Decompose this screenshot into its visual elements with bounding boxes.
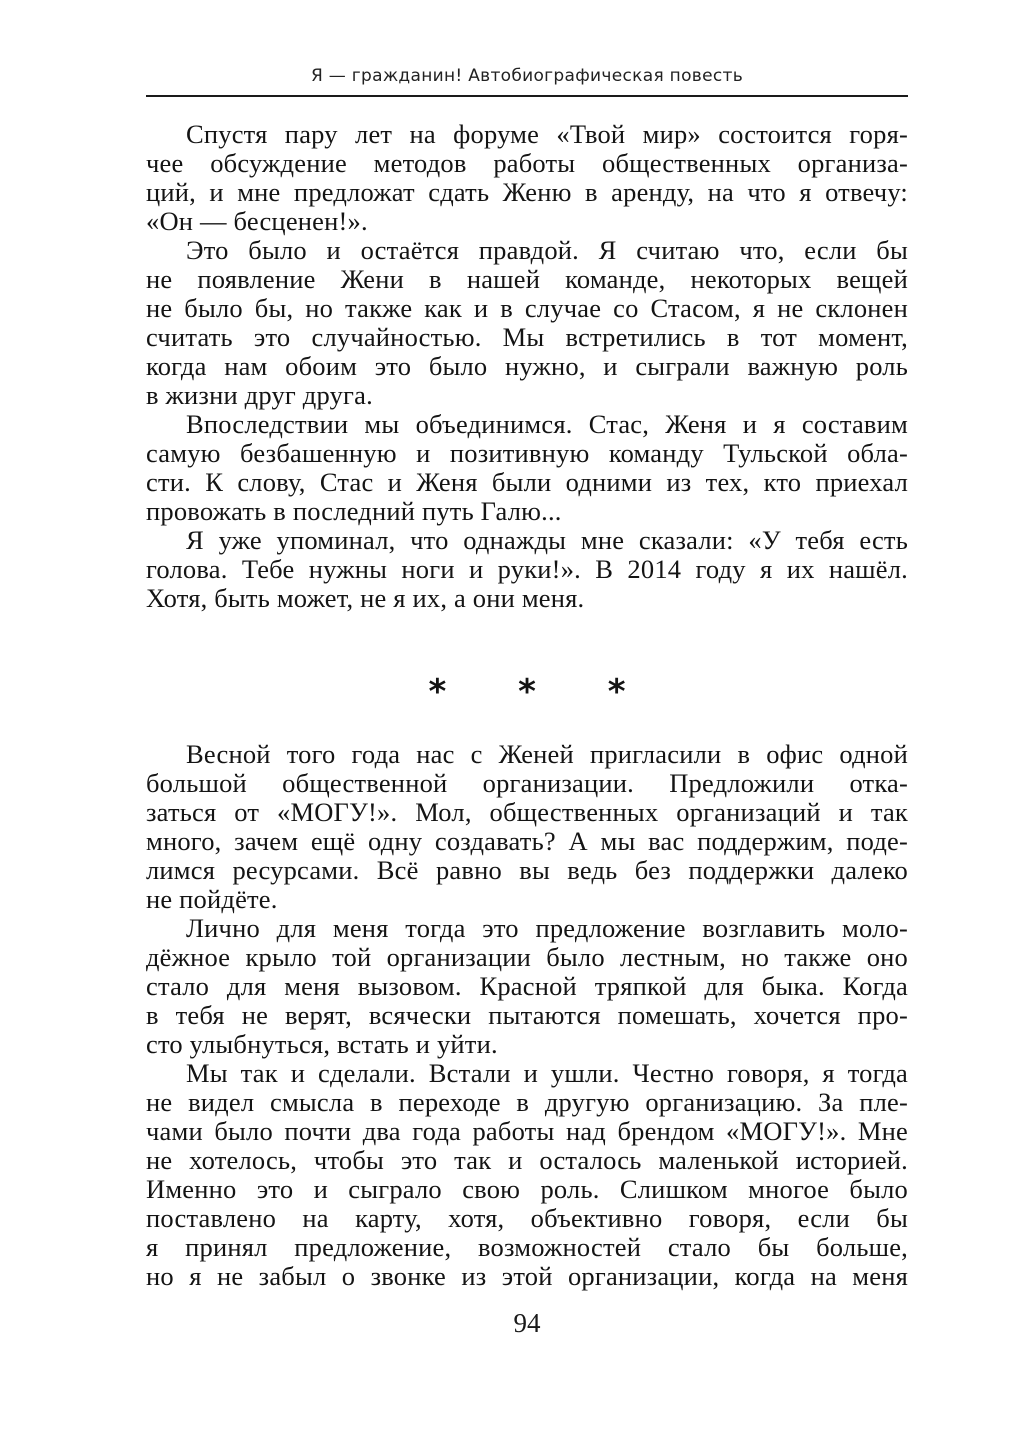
header-rule — [146, 95, 908, 97]
text-line: Мы так и сделали. Встали и ушли. Честно говоря, я тогда — [186, 1058, 908, 1088]
text-section-1 — [146, 120, 908, 613]
running-header: Я — гражданин! Автобиографическая повесть — [310, 66, 744, 86]
text-line: в тебя не верят, всячески пытаются помешать, хочется про- — [146, 1000, 908, 1030]
text-line: голова. Тебе нужны ноги и руки!». В 2014 году я их нашёл. — [146, 554, 908, 584]
text-line: стало для меня вызовом. Красной тряпкой для быка. Когда — [146, 971, 908, 1001]
text-line: ций, и мне предложат сдать Женю в аренду, на что я отвечу: — [146, 177, 908, 207]
text-line: Именно это и сыграло свою роль. Слишком многое было — [146, 1174, 908, 1204]
text-section-2 — [146, 740, 908, 1291]
text-line: в жизни друг друга. — [146, 380, 373, 410]
text-line: Весной того года нас с Женей пригласили в офис одной — [186, 739, 908, 769]
text-line: не появление Жени в нашей команде, некоторых вещей — [146, 264, 908, 294]
text-line: я принял предложение, возможностей стало бы больше, — [146, 1232, 908, 1262]
text-line: но я не забыл о звонке из этой организации, когда на меня — [146, 1261, 908, 1291]
section-separator: * * * — [428, 672, 656, 712]
page-number: 94 — [513, 1308, 541, 1338]
text-line: сто улыбнуться, встать и уйти. — [146, 1029, 498, 1059]
text-line: большой общественной организации. Предложили отка- — [146, 768, 908, 798]
text-line: сти. К слову, Стас и Женя были одними из тех, кто приехал — [146, 467, 908, 497]
text-line: Это было и остаётся правдой. Я считаю что, если бы — [186, 235, 908, 265]
text-line: Я уже упоминал, что однажды мне сказали: «У тебя есть — [186, 525, 908, 555]
text-line: поставлено на карту, хотя, объективно говоря, если бы — [146, 1203, 908, 1233]
text-line: Спустя пару лет на форуме «Твой мир» состоится горя- — [186, 119, 908, 149]
text-line: дёжное крыло той организации было лестным, но также оно — [146, 942, 908, 972]
text-line: Впоследствии мы объединимся. Стас, Женя и я составим — [186, 409, 908, 439]
text-line: провожать в последний путь Галю... — [146, 496, 562, 526]
text-line: чами было почти два года работы над брендом «МОГУ!». Мне — [146, 1116, 908, 1146]
text-line: не хотелось, чтобы это так и осталось маленькой историей. — [146, 1145, 908, 1175]
text-line: не было бы, но также как и в случае со Стасом, я не склонен — [146, 293, 908, 323]
text-line: «Он — бесценен!». — [146, 206, 368, 236]
text-line: не пойдёте. — [146, 884, 278, 914]
text-line: заться от «МОГУ!». Мол, общественных организаций и так — [146, 797, 908, 827]
text-line: самую безбашенную и позитивную команду Тульской обла- — [146, 438, 908, 468]
text-line: считать это случайностью. Мы встретились в тот момент, — [146, 322, 908, 352]
text-line: Лично для меня тогда это предложение возглавить моло- — [186, 913, 908, 943]
text-line: Хотя, быть может, не я их, а они меня. — [146, 583, 585, 613]
text-line: не видел смысла в переходе в другую организацию. За пле- — [146, 1087, 908, 1117]
text-line: лимся ресурсами. Всё равно вы ведь без поддержки далеко — [146, 855, 908, 885]
text-line: много, зачем ещё одну создавать? А мы вас поддержим, поде- — [146, 826, 908, 856]
text-line: когда нам обоим это было нужно, и сыграли важную роль — [146, 351, 908, 381]
text-line: чее обсуждение методов работы общественных организа- — [146, 148, 908, 178]
